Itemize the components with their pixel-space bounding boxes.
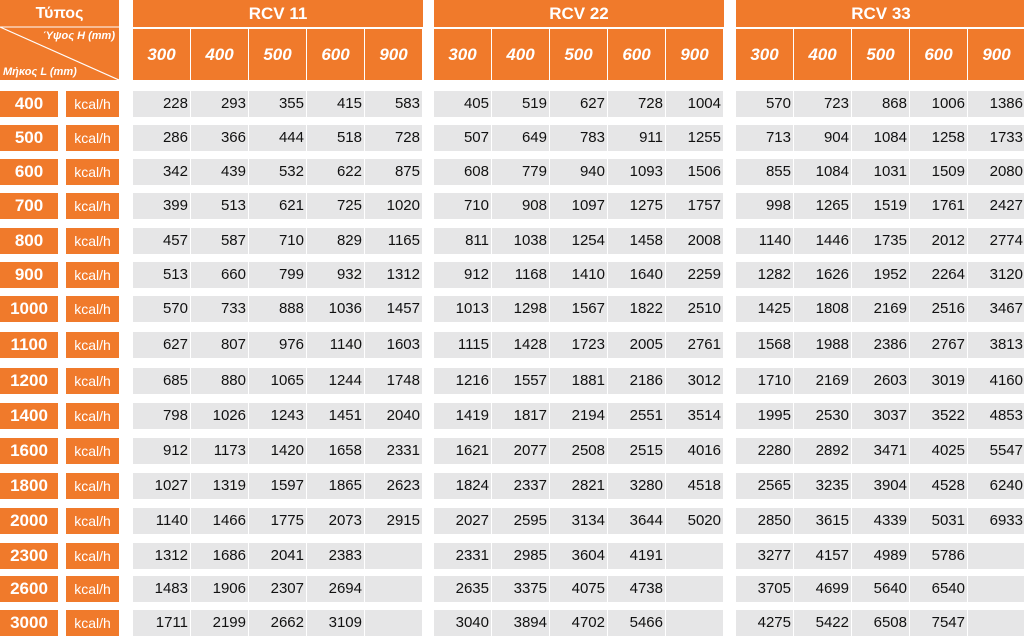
data-cell: 1258 [910, 125, 967, 151]
data-cell: 1282 [736, 262, 793, 288]
data-cell: 1483 [133, 576, 190, 602]
length-row-label: 2300 [0, 543, 58, 569]
unit-label: kcal/h [66, 610, 119, 636]
data-cell [666, 610, 723, 636]
data-cell: 1568 [736, 332, 793, 358]
data-cell: 5466 [608, 610, 665, 636]
data-cell: 1865 [307, 473, 364, 499]
data-cell: 4738 [608, 576, 665, 602]
data-cell: 5422 [794, 610, 851, 636]
data-cell: 587 [191, 228, 248, 254]
length-row-label: 3000 [0, 610, 58, 636]
data-cell: 1027 [133, 473, 190, 499]
data-cell: 1952 [852, 262, 909, 288]
unit-label: kcal/h [66, 438, 119, 464]
data-cell: 293 [191, 91, 248, 117]
data-cell: 366 [191, 125, 248, 151]
data-cell: 4699 [794, 576, 851, 602]
data-cell: 855 [736, 159, 793, 185]
data-cell: 4191 [608, 543, 665, 569]
data-cell: 1312 [365, 262, 422, 288]
data-cell: 570 [736, 91, 793, 117]
data-cell: 4518 [666, 473, 723, 499]
data-cell: 2530 [794, 403, 851, 429]
data-cell: 1168 [492, 262, 549, 288]
length-row-label: 600 [0, 159, 58, 185]
data-cell: 608 [434, 159, 491, 185]
unit-label: kcal/h [66, 296, 119, 322]
data-cell: 660 [191, 262, 248, 288]
data-cell: 1275 [608, 193, 665, 219]
data-cell: 1428 [492, 332, 549, 358]
data-cell: 1026 [191, 403, 248, 429]
data-cell: 2508 [550, 438, 607, 464]
length-row-label: 1100 [0, 332, 58, 358]
data-cell: 912 [133, 438, 190, 464]
data-cell: 998 [736, 193, 793, 219]
data-cell: 5031 [910, 508, 967, 534]
group-title: RCV 11 [133, 0, 423, 27]
data-cell: 1822 [608, 296, 665, 322]
data-cell: 4025 [910, 438, 967, 464]
unit-label: kcal/h [66, 91, 119, 117]
data-cell: 1244 [307, 368, 364, 394]
unit-label: kcal/h [66, 576, 119, 602]
data-cell: 513 [191, 193, 248, 219]
data-cell: 912 [434, 262, 491, 288]
data-cell: 1710 [736, 368, 793, 394]
data-cell: 1216 [434, 368, 491, 394]
height-column-header: 300 [434, 29, 491, 80]
data-cell: 1686 [191, 543, 248, 569]
data-cell: 4016 [666, 438, 723, 464]
data-cell [365, 576, 422, 602]
data-cell: 5547 [968, 438, 1024, 464]
data-cell: 2383 [307, 543, 364, 569]
data-cell: 713 [736, 125, 793, 151]
height-column-header: 900 [365, 29, 422, 80]
unit-label: kcal/h [66, 332, 119, 358]
data-cell: 1410 [550, 262, 607, 288]
data-cell: 583 [365, 91, 422, 117]
height-column-header: 900 [968, 29, 1024, 80]
height-column-header: 400 [191, 29, 248, 80]
data-cell: 1761 [910, 193, 967, 219]
data-cell: 2595 [492, 508, 549, 534]
data-cell: 3467 [968, 296, 1024, 322]
data-cell: 1824 [434, 473, 491, 499]
unit-label: kcal/h [66, 543, 119, 569]
data-cell: 932 [307, 262, 364, 288]
corner-header [0, 0, 119, 80]
data-cell: 6933 [968, 508, 1024, 534]
data-cell: 1621 [434, 438, 491, 464]
data-cell: 286 [133, 125, 190, 151]
data-cell: 1775 [249, 508, 306, 534]
data-cell: 355 [249, 91, 306, 117]
unit-label: kcal/h [66, 159, 119, 185]
data-cell: 888 [249, 296, 306, 322]
data-cell: 3120 [968, 262, 1024, 288]
data-cell: 1243 [249, 403, 306, 429]
data-cell: 1319 [191, 473, 248, 499]
data-cell: 2080 [968, 159, 1024, 185]
data-cell: 228 [133, 91, 190, 117]
data-cell: 2603 [852, 368, 909, 394]
data-cell: 911 [608, 125, 665, 151]
height-column-header: 600 [910, 29, 967, 80]
data-cell [666, 576, 723, 602]
data-cell: 4989 [852, 543, 909, 569]
data-cell: 728 [365, 125, 422, 151]
data-cell: 3813 [968, 332, 1024, 358]
data-cell: 627 [550, 91, 607, 117]
data-cell: 2008 [666, 228, 723, 254]
height-column-header: 300 [736, 29, 793, 80]
data-cell: 2005 [608, 332, 665, 358]
data-cell: 1506 [666, 159, 723, 185]
unit-label: kcal/h [66, 125, 119, 151]
data-cell: 1466 [191, 508, 248, 534]
data-cell: 1597 [249, 473, 306, 499]
data-cell: 5640 [852, 576, 909, 602]
data-cell: 2515 [608, 438, 665, 464]
length-row-label: 1600 [0, 438, 58, 464]
data-cell: 2012 [910, 228, 967, 254]
data-cell: 1036 [307, 296, 364, 322]
data-cell: 1519 [852, 193, 909, 219]
data-cell: 875 [365, 159, 422, 185]
length-row-label: 800 [0, 228, 58, 254]
data-cell: 3037 [852, 403, 909, 429]
type-label: Τύπος [35, 5, 84, 22]
data-cell: 1451 [307, 403, 364, 429]
data-cell: 976 [249, 332, 306, 358]
data-cell: 1458 [608, 228, 665, 254]
data-cell: 4853 [968, 403, 1024, 429]
data-cell: 1446 [794, 228, 851, 254]
data-cell: 1603 [365, 332, 422, 358]
data-cell [968, 576, 1024, 602]
height-axis-label: Ύψος Η (mm) [42, 30, 115, 42]
data-cell: 513 [133, 262, 190, 288]
data-cell: 6508 [852, 610, 909, 636]
data-cell: 1312 [133, 543, 190, 569]
unit-label: kcal/h [66, 508, 119, 534]
data-cell: 799 [249, 262, 306, 288]
data-cell: 2427 [968, 193, 1024, 219]
data-cell: 1733 [968, 125, 1024, 151]
data-cell: 1013 [434, 296, 491, 322]
data-cell: 3019 [910, 368, 967, 394]
data-cell: 710 [434, 193, 491, 219]
length-row-label: 1200 [0, 368, 58, 394]
data-cell: 405 [434, 91, 491, 117]
height-column-header: 400 [492, 29, 549, 80]
data-cell: 4339 [852, 508, 909, 534]
length-row-label: 1000 [0, 296, 58, 322]
data-cell: 2041 [249, 543, 306, 569]
height-column-header: 900 [666, 29, 723, 80]
data-cell: 783 [550, 125, 607, 151]
data-cell: 2694 [307, 576, 364, 602]
data-cell: 2337 [492, 473, 549, 499]
unit-label: kcal/h [66, 228, 119, 254]
height-column-header: 500 [550, 29, 607, 80]
data-cell: 2331 [434, 543, 491, 569]
data-cell: 342 [133, 159, 190, 185]
data-cell: 2280 [736, 438, 793, 464]
data-cell: 1173 [191, 438, 248, 464]
data-cell: 1881 [550, 368, 607, 394]
data-cell: 3277 [736, 543, 793, 569]
data-cell: 1658 [307, 438, 364, 464]
data-cell: 908 [492, 193, 549, 219]
data-cell: 3280 [608, 473, 665, 499]
data-cell: 621 [249, 193, 306, 219]
data-cell: 2821 [550, 473, 607, 499]
data-cell: 2767 [910, 332, 967, 358]
data-cell: 1140 [307, 332, 364, 358]
length-row-label: 2600 [0, 576, 58, 602]
length-row-label: 500 [0, 125, 58, 151]
height-column-header: 500 [852, 29, 909, 80]
data-cell: 4075 [550, 576, 607, 602]
data-cell: 4160 [968, 368, 1024, 394]
data-cell: 811 [434, 228, 491, 254]
data-cell: 622 [307, 159, 364, 185]
data-cell [365, 610, 422, 636]
data-cell: 1265 [794, 193, 851, 219]
data-cell: 507 [434, 125, 491, 151]
data-cell: 7547 [910, 610, 967, 636]
data-cell: 2565 [736, 473, 793, 499]
data-cell: 710 [249, 228, 306, 254]
data-cell: 3615 [794, 508, 851, 534]
data-cell: 940 [550, 159, 607, 185]
data-cell: 2761 [666, 332, 723, 358]
height-column-header: 300 [133, 29, 190, 80]
data-cell [666, 543, 723, 569]
data-cell: 779 [492, 159, 549, 185]
length-row-label: 1400 [0, 403, 58, 429]
data-cell: 2635 [434, 576, 491, 602]
data-cell: 5786 [910, 543, 967, 569]
data-cell: 728 [608, 91, 665, 117]
data-cell: 2186 [608, 368, 665, 394]
data-cell: 1906 [191, 576, 248, 602]
group-title: RCV 22 [434, 0, 724, 27]
data-cell: 2850 [736, 508, 793, 534]
unit-label: kcal/h [66, 403, 119, 429]
data-cell: 1298 [492, 296, 549, 322]
data-cell: 1735 [852, 228, 909, 254]
data-cell [968, 543, 1024, 569]
data-cell: 1038 [492, 228, 549, 254]
data-cell: 2040 [365, 403, 422, 429]
data-cell: 685 [133, 368, 190, 394]
data-cell: 1255 [666, 125, 723, 151]
height-column-header: 400 [794, 29, 851, 80]
data-cell: 2892 [794, 438, 851, 464]
data-cell: 1420 [249, 438, 306, 464]
data-cell: 2194 [550, 403, 607, 429]
data-cell: 3894 [492, 610, 549, 636]
data-cell: 415 [307, 91, 364, 117]
length-row-label: 1800 [0, 473, 58, 499]
height-column-header: 500 [249, 29, 306, 80]
height-column-header: 600 [307, 29, 364, 80]
data-cell: 733 [191, 296, 248, 322]
data-cell: 1808 [794, 296, 851, 322]
data-cell: 1115 [434, 332, 491, 358]
data-cell: 3604 [550, 543, 607, 569]
data-cell: 1723 [550, 332, 607, 358]
data-cell [968, 610, 1024, 636]
data-cell: 4702 [550, 610, 607, 636]
data-cell: 1711 [133, 610, 190, 636]
data-cell: 2331 [365, 438, 422, 464]
data-cell: 6240 [968, 473, 1024, 499]
data-cell: 880 [191, 368, 248, 394]
data-cell: 798 [133, 403, 190, 429]
data-cell: 1995 [736, 403, 793, 429]
data-cell: 2169 [794, 368, 851, 394]
data-cell: 532 [249, 159, 306, 185]
data-cell: 2774 [968, 228, 1024, 254]
data-cell: 1817 [492, 403, 549, 429]
length-row-label: 900 [0, 262, 58, 288]
data-cell: 2259 [666, 262, 723, 288]
data-cell: 2386 [852, 332, 909, 358]
data-cell: 1557 [492, 368, 549, 394]
unit-label: kcal/h [66, 473, 119, 499]
data-cell: 2662 [249, 610, 306, 636]
data-cell: 2027 [434, 508, 491, 534]
data-cell: 1004 [666, 91, 723, 117]
group-title: RCV 33 [736, 0, 1024, 27]
data-cell [365, 543, 422, 569]
data-cell: 649 [492, 125, 549, 151]
data-cell: 1031 [852, 159, 909, 185]
data-cell: 1254 [550, 228, 607, 254]
data-cell: 807 [191, 332, 248, 358]
unit-label: kcal/h [66, 262, 119, 288]
data-cell: 1084 [852, 125, 909, 151]
height-column-header: 600 [608, 29, 665, 80]
data-cell: 1020 [365, 193, 422, 219]
data-cell: 3375 [492, 576, 549, 602]
data-cell: 2199 [191, 610, 248, 636]
data-cell: 457 [133, 228, 190, 254]
data-cell: 868 [852, 91, 909, 117]
data-cell: 1097 [550, 193, 607, 219]
length-row-label: 400 [0, 91, 58, 117]
data-cell: 3235 [794, 473, 851, 499]
data-cell: 1140 [736, 228, 793, 254]
data-cell: 444 [249, 125, 306, 151]
data-cell: 3904 [852, 473, 909, 499]
data-cell: 3522 [910, 403, 967, 429]
data-cell: 1748 [365, 368, 422, 394]
data-cell: 5020 [666, 508, 723, 534]
data-cell: 1425 [736, 296, 793, 322]
data-cell: 1567 [550, 296, 607, 322]
data-cell: 2985 [492, 543, 549, 569]
data-cell: 519 [492, 91, 549, 117]
data-cell: 627 [133, 332, 190, 358]
data-cell: 399 [133, 193, 190, 219]
data-cell: 1093 [608, 159, 665, 185]
data-cell: 439 [191, 159, 248, 185]
data-cell: 4528 [910, 473, 967, 499]
data-cell: 725 [307, 193, 364, 219]
length-row-label: 700 [0, 193, 58, 219]
data-cell: 723 [794, 91, 851, 117]
data-cell: 904 [794, 125, 851, 151]
length-row-label: 2000 [0, 508, 58, 534]
data-cell: 1757 [666, 193, 723, 219]
data-cell: 2516 [910, 296, 967, 322]
data-cell: 1084 [794, 159, 851, 185]
data-cell: 2077 [492, 438, 549, 464]
data-cell: 3109 [307, 610, 364, 636]
data-cell: 2169 [852, 296, 909, 322]
data-cell: 4157 [794, 543, 851, 569]
data-cell: 829 [307, 228, 364, 254]
data-cell: 2073 [307, 508, 364, 534]
data-cell: 518 [307, 125, 364, 151]
data-cell: 570 [133, 296, 190, 322]
data-cell: 1386 [968, 91, 1024, 117]
data-cell: 1140 [133, 508, 190, 534]
data-cell: 3040 [434, 610, 491, 636]
data-cell: 3134 [550, 508, 607, 534]
data-cell: 1626 [794, 262, 851, 288]
length-axis-label: Μήκος L (mm) [3, 66, 77, 78]
data-cell: 1065 [249, 368, 306, 394]
data-cell: 2551 [608, 403, 665, 429]
data-cell: 2264 [910, 262, 967, 288]
unit-label: kcal/h [66, 368, 119, 394]
data-cell: 2307 [249, 576, 306, 602]
data-cell: 1988 [794, 332, 851, 358]
data-cell: 2510 [666, 296, 723, 322]
data-cell: 3705 [736, 576, 793, 602]
data-cell: 3471 [852, 438, 909, 464]
data-cell: 4275 [736, 610, 793, 636]
data-cell: 2623 [365, 473, 422, 499]
data-cell: 6540 [910, 576, 967, 602]
data-cell: 2915 [365, 508, 422, 534]
data-cell: 1640 [608, 262, 665, 288]
data-cell: 3644 [608, 508, 665, 534]
unit-label: kcal/h [66, 193, 119, 219]
data-cell: 1165 [365, 228, 422, 254]
data-cell: 1006 [910, 91, 967, 117]
data-cell: 1509 [910, 159, 967, 185]
data-cell: 1457 [365, 296, 422, 322]
data-cell: 1419 [434, 403, 491, 429]
data-cell: 3012 [666, 368, 723, 394]
data-cell: 3514 [666, 403, 723, 429]
